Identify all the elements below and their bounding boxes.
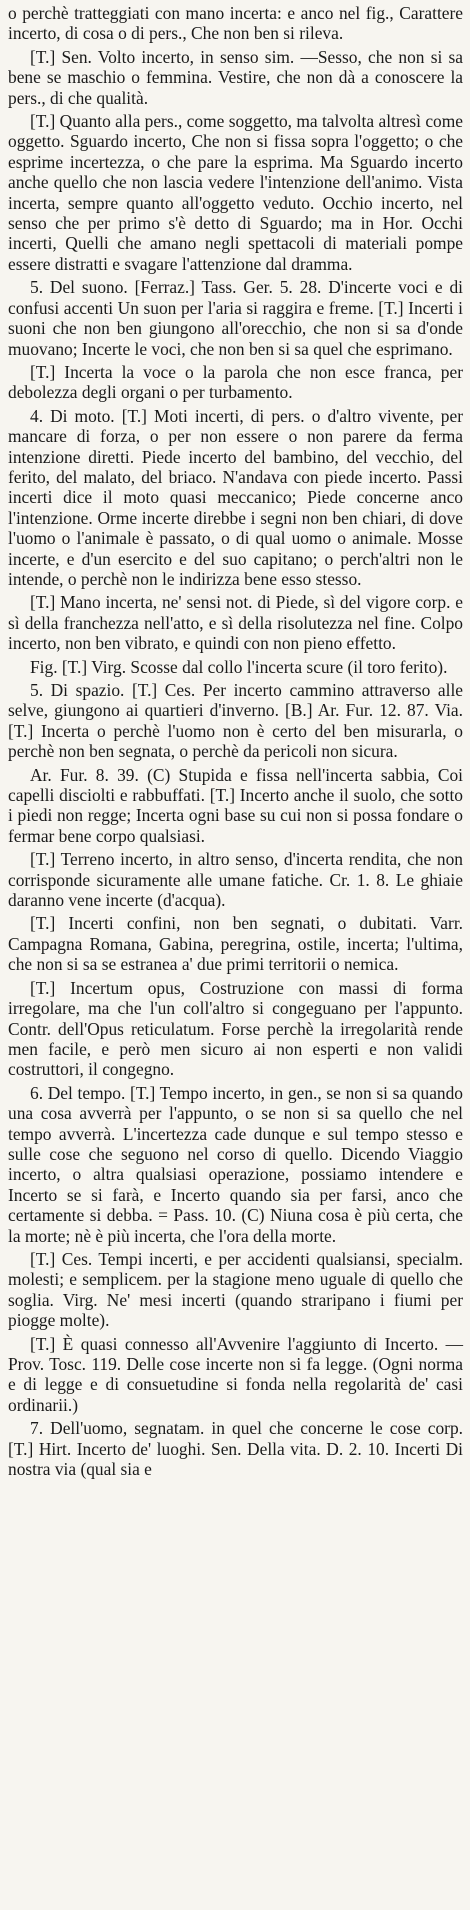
- paragraph-mano-incerta: [T.] Mano incerta, ne' sensi not. di Piede, sì del vigore corp. e sì della franchezza nell'atto, e sì della risolutezza nel fine. Colpo incerto, non ben vibrato, e quindi con non pieno effetto.: [8, 592, 463, 654]
- paragraph-volto-incerto: [T.] Sen. Volto incerto, in senso sim. —Sesso, che non si sa bene se maschio o femmina. Vestire, che non dà a conoscere la pers., di che qualità.: [8, 46, 463, 108]
- paragraph-di-moto: 4. Di moto. [T.] Moti incerti, di pers. o d'altro vivente, per mancare di forza, o per non essere o non parere da ferma intenzione diretti. Piede incerto del bambino, del vecchio, del ferito, del malato, del briaco. N'andava con piede incerto. Passi incerti dice il moto quasi meccanico; Piede concerne anco l'intenzione. Orme incerte direbbe i segni non ben chiari, di dove l'uomo o l'animale è passato, o di qual uomo o animale. Mosse incerte, e d'un esercito e del suo capitano; o perch'altri non le intende, o perchè non le indirizza bene esso stesso.: [8, 405, 463, 589]
- paragraph-fig-virg: Fig. [T.] Virg. Scosse dal collo l'incerta scure (il toro ferito).: [30, 656, 448, 677]
- paragraph-incertum-opus: [T.] Incertum opus, Costruzione con massi di forma irregolare, ma che l'un coll'altro si congeguano per l'appunto. Contr. dell'Opus reticulatum. Forse perchè la irregolarità rende men facile, e però men sicuro ai non esperti e non validi costruttori, il congegno.: [8, 977, 463, 1080]
- paragraph-di-spazio: 5. Di spazio. [T.] Ces. Per incerto cammino attraverso alle selve, giungono ai quartieri d'inverno. [B.] Ar. Fur. 12. 87. Via. [T.] Incerta o perchè l'uomo non è certo del ben misurarla, o perchè non ben segnata, o perchè da pericoli non sicura.: [8, 680, 463, 762]
- paragraph-avvenire: [T.] È quasi connesso all'Avvenire l'aggiunto di Incerto. — Prov. Tosc. 119. Delle cose incerte non si fa legge. (Ogni norma e di legge e di consuetudine si fonda nella regolarità de' casi ordinarii.): [8, 1333, 463, 1415]
- paragraph-terreno-incerto: [T.] Terreno incerto, in altro senso, d'incerta rendita, che non corrisponde sicuramente alle umane fatiche. Cr. 1. 8. Le ghiaie daranno vene incerte (d'acqua).: [8, 849, 463, 911]
- paragraph-sguardo-incerto: [T.] Quanto alla pers., come soggetto, ma talvolta altresì come oggetto. Sguardo incerto, Che non si fissa sopra l'oggetto; o che esprime incertezza, o che pare la esprima. Ma Sguardo incerto anche quello che non lascia vedere l'intenzione dell'animo. Vista incerta, sempre quanto all'oggetto veduto. Occhio incerto, nel senso che per primo s'è detto di Sguardo; ma in Hor. Occhi incerti, Quelli che amano negli spettacoli di materiali pompe essere distratti e svagare l'attenzione dal dramma.: [8, 111, 463, 274]
- paragraph-del-suono: 5. Del suono. [Ferraz.] Tass. Ger. 5. 28. D'incerte voci e di confusi accenti Un suon per l'aria si raggira e freme. [T.] Incerti i suoni che non ben giungono all'orecchio, che non si sa d'onde muovano; Incerte le voci, che non ben si sa quel che esprimano.: [8, 277, 463, 359]
- paragraph-voce-incerta: [T.] Incerta la voce o la parola che non esce franca, per debolezza degli organi o per turbamento.: [8, 361, 463, 403]
- paragraph-dell-uomo: 7. Dell'uomo, segnatam. in quel che concerne le cose corp. [T.] Hirt. Incerto de' luoghi. Sen. Della vita. D. 2. 10. Incerti Di nostra via (qual sia e: [8, 1418, 463, 1480]
- paragraph-del-tempo: 6. Del tempo. [T.] Tempo incerto, in gen., se non si sa quando una cosa avverrà per l'appunto, o se non si sa quello che nel tempo avverrà. L'incertezza cade dunque e sul tempo stesso e sulle cose che seguono nel corso di quello. Dicendo Viaggio incerto, o altra qualsiasi operazione, possiamo intendere e Incerto se si farà, e Incerto quando sia per farsi, anco che certamente si debba. = Pass. 10. (C) Niuna cosa è più certa, che la morte; nè è più incerta, che l'ora della morte.: [8, 1082, 463, 1246]
- paragraph-incerti-confini: [T.] Incerti confini, non ben segnati, o dubitati. Varr. Campagna Romana, Gabina, peregrina, ostile, incerta; l'ultima, che non si sa se estranea a' due primi territorii o nemica.: [8, 913, 463, 975]
- paragraph-continuation: o perchè tratteggiati con mano incerta: e anco nel fig., Carattere incerto, di cosa o di pers., Che non ben si rileva.: [8, 3, 463, 44]
- paragraph-ar-fur: Ar. Fur. 8. 39. (C) Stupida e fissa nell'incerta sabbia, Coi capelli disciolti e rabbuffati. [T.] Incerto anche il suolo, che sotto i piedi non regge; Incerta ogni base su cui non si possa fondare o fermar bene corpo qualsiasi.: [8, 764, 463, 846]
- paragraph-tempi-incerti: [T.] Ces. Tempi incerti, e per accidenti qualsiansi, specialm. molesti; e semplicem. per la stagione meno uguale di quello che soglia. Virg. Ne' mesi incerti (quando straripano i fiumi per piogge molte).: [8, 1248, 463, 1331]
